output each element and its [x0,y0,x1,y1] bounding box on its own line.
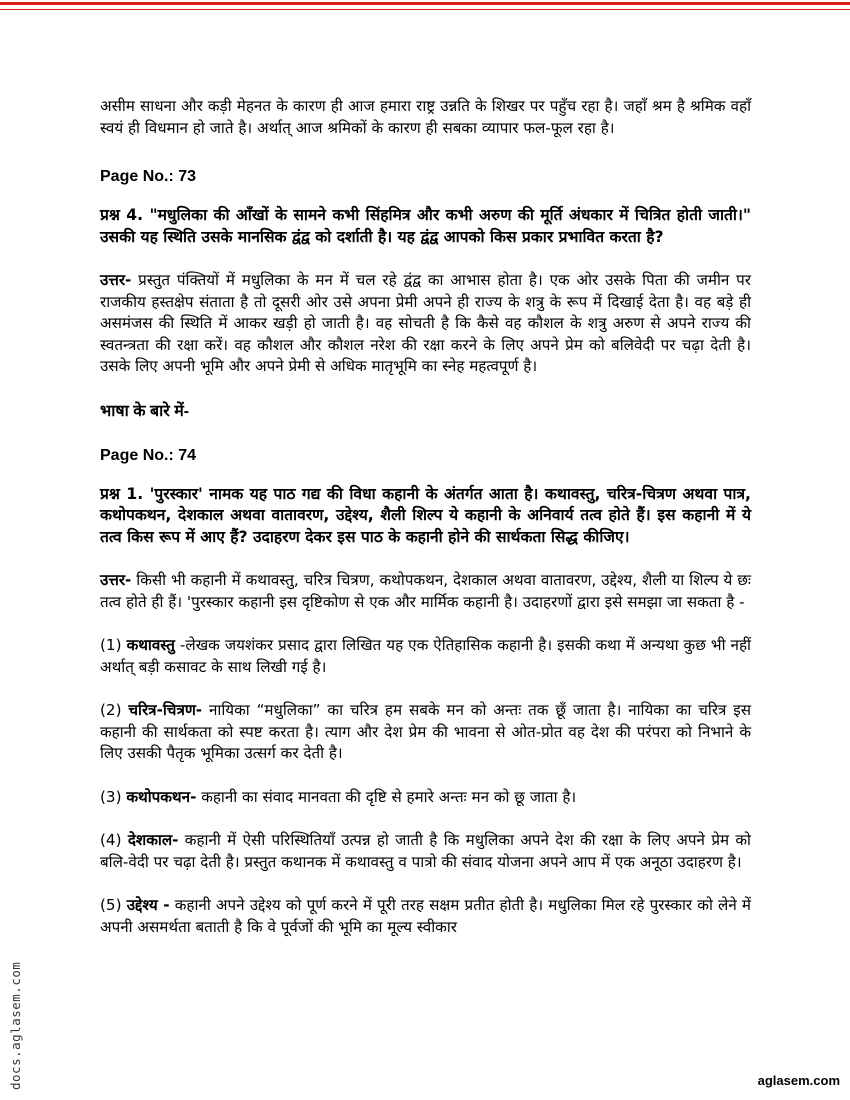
header-rule-thin [0,9,850,10]
document-body [100,96,751,938]
question-4: प्रश्न 4. "मधुलिका की आँखों के सामने कभी सिंहमित्र और कभी अरुण की मूर्ति अंधकार में चित्रित होती जाती।" उसकी यह स्थिति उसके मानसिक द्वंद्व को दर्शाती है। यह द्वंद्व आपको किस प्रकार प्रभावित करता है? [100,206,751,246]
point-number: (2) [100,701,129,719]
question-1: प्रश्न 1. 'पुरस्कार' नामक यह पाठ गद्य की विधा कहानी के अंतर्गत आता है। कथावस्तु, चरित्र-चित्रण अथवा पात्र, कथोपकथन, देशकाल अथवा वातावरण, उद्देश्य, शैली शिल्प ये कहानी के अनिवार्य तत्व होते हैं। इस कहानी में ये तत्व किस रूप में आए हैं? उदाहरण देकर इस पाठ के कहानी होने की सार्थकता सिद्ध कीजिए। [100,484,751,546]
footer-brand: aglasem.com [757,1073,840,1088]
point-charitra-chitran [100,700,751,765]
header-rule-thick [0,2,850,5]
page-number-74: Page No.: 74 [100,446,197,464]
point-number: (4) [100,831,128,849]
point-text: नायिका “मधुलिका” का चरित्र हम सबके मन को अन्तः तक छूँ जाता है। नायिका का चरित्र इस कहानी की सार्थकता को स्पष्ट करता है। त्याग और देश प्रेम की भावना से ओत-प्रोत वह देश की परंपरा को निभाने के लिए उसकी पैतृक भूमिका उत्सर्ग कर देती है। [100,701,752,762]
point-number: (3) [100,787,127,806]
point-deshkal [100,830,751,873]
point-title: चरित्र-चित्रण- [128,701,203,719]
point-text: कहानी अपने उद्देश्य को पूर्ण करने में पूरी तरह सक्षम प्रतीत होती है। मधुलिका मिल रहे पुरस्कार को लेने में अपनी असमर्थता बताती है कि वे पूर्वजों की भूमि का मूल्य स्वीकार [100,896,752,936]
answer-label: उत्तर- [100,271,132,289]
answer-4-text: प्रस्तुत पंक्तियों में मधुलिका के मन में चल रहे द्वंद्व का आभास होता है। एक ओर उसके पिता की जमीन पर राजकीय हस्तक्षेप संताता है तो दूसरी ओर उसे अपना प्रेमी अपने ही राज्य के शत्रु के रूप में दिखाई देता है। वह बड़े ही असमंजस की स्थिति में आकर खड़ी हो जाती है। वह सोचती है कि कैसे वह कौशल के शत्रु अरुण से अपने राज्य की स्वतन्त्रता की रक्षा करें। वह कौशल और कौशल नरेश की रक्षा करने के लिए अपने प्रेम को बलिवेदी पर चढ़ा देती है। उसके लिए अपनी भूमि और अपने प्रेमी से अधिक मातृभूमि का स्नेह महत्वपूर्ण है। [100,271,751,375]
point-text: कहानी में ऐसी परिस्थितियाँ उत्पन्न हो जाती है कि मधुलिका अपने देश की रक्षा के लिए अपने प्रेम को बलि-वेदी पर चढ़ा देती है। प्रस्तुत कथानक में कथावस्तु व पात्रो की संवाद योजना अपने आप में एक अनूठा उदाहरण है। [100,831,751,871]
point-text: कहानी का संवाद मानवता की दृष्टि से हमारे अन्तः मन को छू जाता है। [196,787,577,806]
answer-1 [100,570,751,613]
side-url-text: docs.aglasem.com [8,961,23,1090]
point-kathavastu [100,635,751,678]
answer-1-text: किसी भी कहानी में कथावस्तु, चरित्र चित्रण, कथोपकथन, देशकाल अथवा वातावरण, उद्देश्य, शैली या शिल्प ये छः तत्व होते ही हैं। 'पुरस्कार कहानी इस दृष्टिकोण से एक और मार्मिक कहानी है। उदाहरणों द्वारा इसे समझा जा सकता है - [100,571,751,611]
point-title: देशकाल- [127,831,179,849]
point-number: (5) [100,896,127,914]
answer-label: उत्तर- [100,571,132,589]
point-uddeshya [100,895,751,938]
answer-4 [100,270,751,378]
point-title: उद्देश्य - [126,896,170,914]
point-title: कथोपकथन- [126,787,197,806]
point-kathopkathan [100,787,751,809]
point-title: कथावस्तु [126,636,175,654]
point-text: -लेखक जयशंकर प्रसाद द्वारा लिखित यह एक ऐतिहासिक कहानी है। इसकी कथा में अन्यथा कुछ भी नहीं अर्थात् बड़ी कसावट के साथ लिखी गई है। [100,636,751,676]
point-number: (1) [100,636,127,654]
section-heading: भाषा के बारे में- [100,402,190,420]
intro-paragraph: असीम साधना और कड़ी मेहनत के कारण ही आज हमारा राष्ट्र उन्नति के शिखर पर पहुँच रहा है। जहाँ श्रम है श्रमिक वहाँ स्वयं ही विधमान हो जाते है। अर्थात् आज श्रमिकों के कारण ही सबका व्यापार फल-फूल रहा है। [100,97,751,137]
page-number-73: Page No.: 73 [100,168,197,185]
